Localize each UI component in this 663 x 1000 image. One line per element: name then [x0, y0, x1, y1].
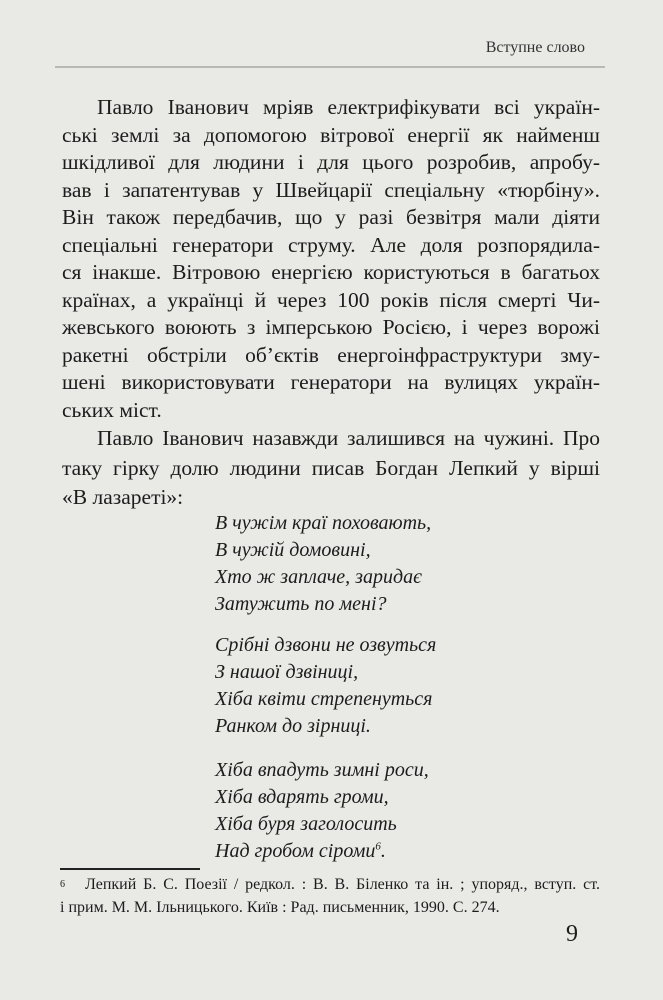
text-line: таку гірку долю людини писав Богдан Лепкий у вірші: [62, 455, 600, 480]
footnote-rule: [60, 868, 200, 870]
poem-line-text: Срібні дзвони не озвуться: [215, 634, 437, 656]
poem-line: [215, 714, 371, 738]
running-header: Вступне слово: [485, 39, 585, 56]
poem-line-text: В чужім краї поховають,: [215, 512, 432, 534]
text-line: вав і запатентував у Швейцарії спеціальну «тюрбіну».: [62, 177, 600, 202]
text-line: ся інакше. Вітровою енергією користуються в багатьох: [62, 260, 600, 284]
footnote-text: Лепкий Б. С. Поезії / редкол. : В. В. Біленко та ін. ; упоряд., вступ. ст.: [85, 876, 600, 893]
text-line: Він також передбачив, що у разі безвітря мали діяти: [62, 205, 600, 229]
poem-line: [215, 687, 432, 711]
poem-line-text: Затужить по мені?: [215, 593, 387, 615]
footnote-line-1: [60, 875, 600, 895]
poem-line-text: В чужій домовині,: [215, 539, 371, 561]
poem-line-text: Над гробом сіроми: [215, 840, 376, 862]
page-number: 9: [566, 921, 578, 947]
footnote-line-2: і прим. М. М. Ільницького. Київ : Рад. письменник, 1990. С. 274.: [60, 899, 500, 916]
text-line: жевського воюють з імперською Росією, і через ворожі: [62, 315, 600, 339]
footnote-number: 6: [60, 879, 65, 890]
poem-line: [215, 592, 387, 616]
poem-line-text: Хіба вдарять громи,: [215, 786, 389, 808]
text-line: країнах, а українці й через 100 років після смерті Чи-: [62, 287, 600, 312]
footnote-reference[interactable]: 6: [375, 840, 381, 853]
poem-line-text: Ранком до зірниці.: [215, 715, 371, 737]
poem-line: [215, 511, 431, 535]
poem-line-text: Хіба квіти стрепенуться: [215, 688, 433, 710]
poem-line-text: Хіба впадуть зимні роси,: [215, 759, 429, 781]
text-line: шкідливої для людини і для цього розробив, апробу-: [62, 150, 600, 174]
poem-line-text: Хто ж заплаче, заридає: [215, 566, 422, 588]
text-line: Павло Іванович назавжди залишився на чужині. Про: [97, 426, 600, 450]
header-rule: [55, 66, 605, 68]
text-line: ські землі за допомогою вітрової енергії як найменш: [62, 122, 600, 147]
text-line: шені використовувати генератори на вулицях україн-: [62, 370, 600, 394]
text-line: «В лазареті»:: [62, 485, 184, 509]
poem-line: Над гробом сіроми$^6$.: [215, 840, 386, 862]
text-line: ських міст.: [62, 397, 162, 422]
poem-line: [215, 812, 397, 836]
poem-line: [215, 758, 429, 782]
poem-line: [215, 538, 371, 562]
poem-line-text: З нашої дзвіниці,: [215, 661, 359, 683]
text-line: спеціальні генератори струму. Але доля розпорядила-: [62, 232, 600, 257]
poem-line: [215, 565, 422, 589]
text-line: ракетні обстріли об’єктів енергоінфраструктури зму-: [62, 342, 600, 367]
poem-line: [215, 785, 389, 809]
poem-line-text: Хіба буря заголосить: [215, 813, 397, 835]
text-line: Павло Іванович мріяв електрифікувати всі україн-: [97, 95, 600, 119]
poem-line: [215, 633, 436, 657]
poem-line: [215, 660, 358, 684]
